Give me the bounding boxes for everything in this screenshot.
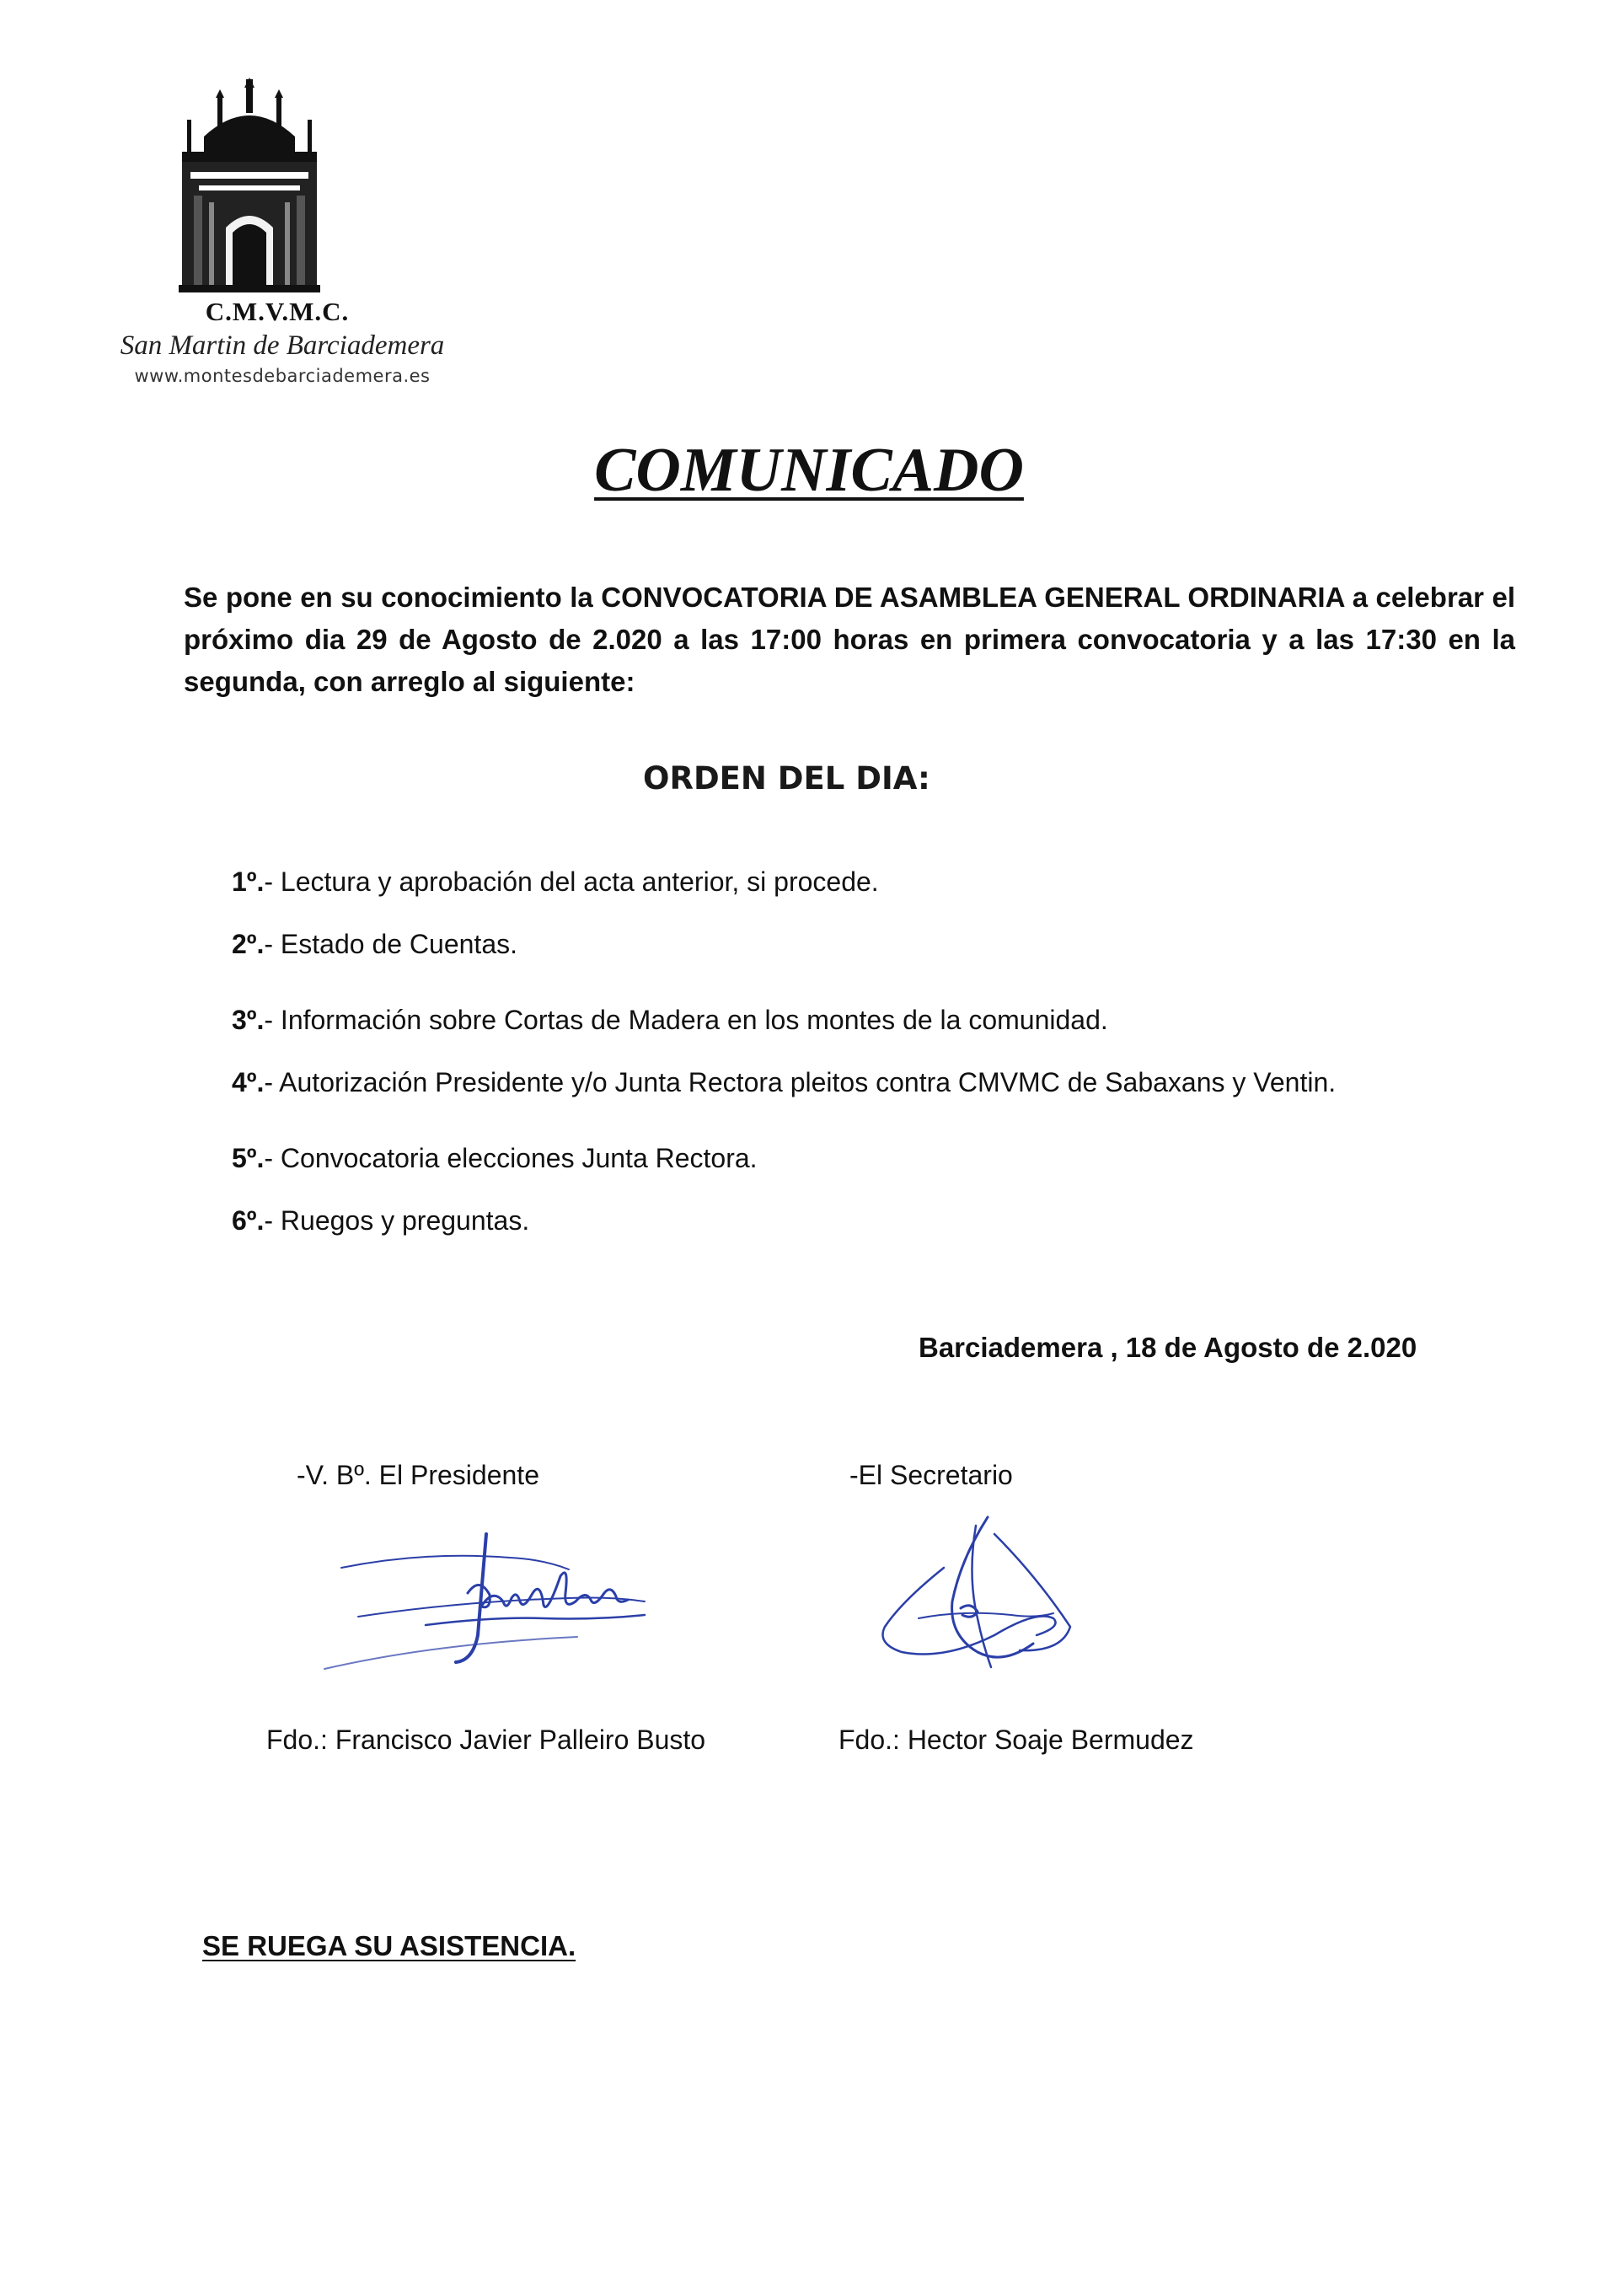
agenda-item-number: 4º.: [232, 1067, 265, 1097]
agenda-item-text: - Estado de Cuentas.: [264, 929, 517, 959]
agenda-item-number: 1º.: [232, 866, 265, 897]
agenda-item: [232, 1067, 1336, 1098]
agenda-item-number: 6º.: [232, 1205, 265, 1236]
agenda-item: [232, 929, 517, 960]
president-signer-name: Fdo.: Francisco Javier Palleiro Busto: [266, 1725, 706, 1755]
agenda-heading: ORDEN DEL DIA:: [643, 760, 930, 797]
agenda-item-number: 2º.: [232, 929, 265, 959]
intro-line: segunda, con arreglo al siguiente:: [184, 666, 635, 697]
agenda-item-number: 5º.: [232, 1143, 265, 1173]
agenda-item-text: - Información sobre Cortas de Madera en los montes de la comunidad.: [264, 1005, 1108, 1035]
church-facade-logo: [179, 78, 320, 292]
secretary-signer-name: Fdo.: Hector Soaje Bermudez: [838, 1725, 1194, 1755]
document-title-wrapper: [0, 435, 1618, 507]
agenda-item: [232, 1005, 1108, 1036]
intro-paragraph: [184, 577, 1515, 703]
place-date: Barciademera , 18 de Agosto de 2.020: [919, 1332, 1417, 1363]
agenda-item-text: - Lectura y aprobación del acta anterior, si procede.: [264, 866, 879, 897]
agenda-item-number: 3º.: [232, 1005, 265, 1035]
agenda-item-text: - Ruegos y preguntas.: [264, 1205, 530, 1236]
agenda-item-text: - Autorización Presidente y/o Junta Rectora pleitos contra CMVMC de Sabaxans y Ventin.: [264, 1067, 1337, 1097]
org-abbreviation: C.M.V.M.C.: [205, 297, 350, 326]
intro-line: próximo dia 29 de Agosto de 2.020 a las 17:00 horas en primera convocatoria y a las 17:30 en la: [184, 624, 1515, 655]
agenda-item: [232, 866, 879, 898]
agenda-item: [232, 1205, 529, 1237]
secretary-role: -El Secretario: [849, 1460, 1013, 1490]
handwritten-signature-secretary: [868, 1509, 1079, 1677]
document-title: COMUNICADO: [594, 436, 1024, 505]
org-website: www.montesdebarciademera.es: [134, 366, 431, 386]
handwritten-signature-president: [291, 1517, 695, 1677]
president-role: -V. Bº. El Presidente: [297, 1460, 539, 1490]
closing-request: SE RUEGA SU ASISTENCIA.: [202, 1930, 576, 1961]
intro-line: Se pone en su conocimiento la CONVOCATORIA DE ASAMBLEA GENERAL ORDINARIA a celebrar el: [184, 582, 1515, 613]
org-name: San Martin de Barciademera: [120, 330, 445, 361]
agenda-item-text: - Convocatoria elecciones Junta Rectora.: [264, 1143, 758, 1173]
agenda-item: [232, 1143, 758, 1174]
